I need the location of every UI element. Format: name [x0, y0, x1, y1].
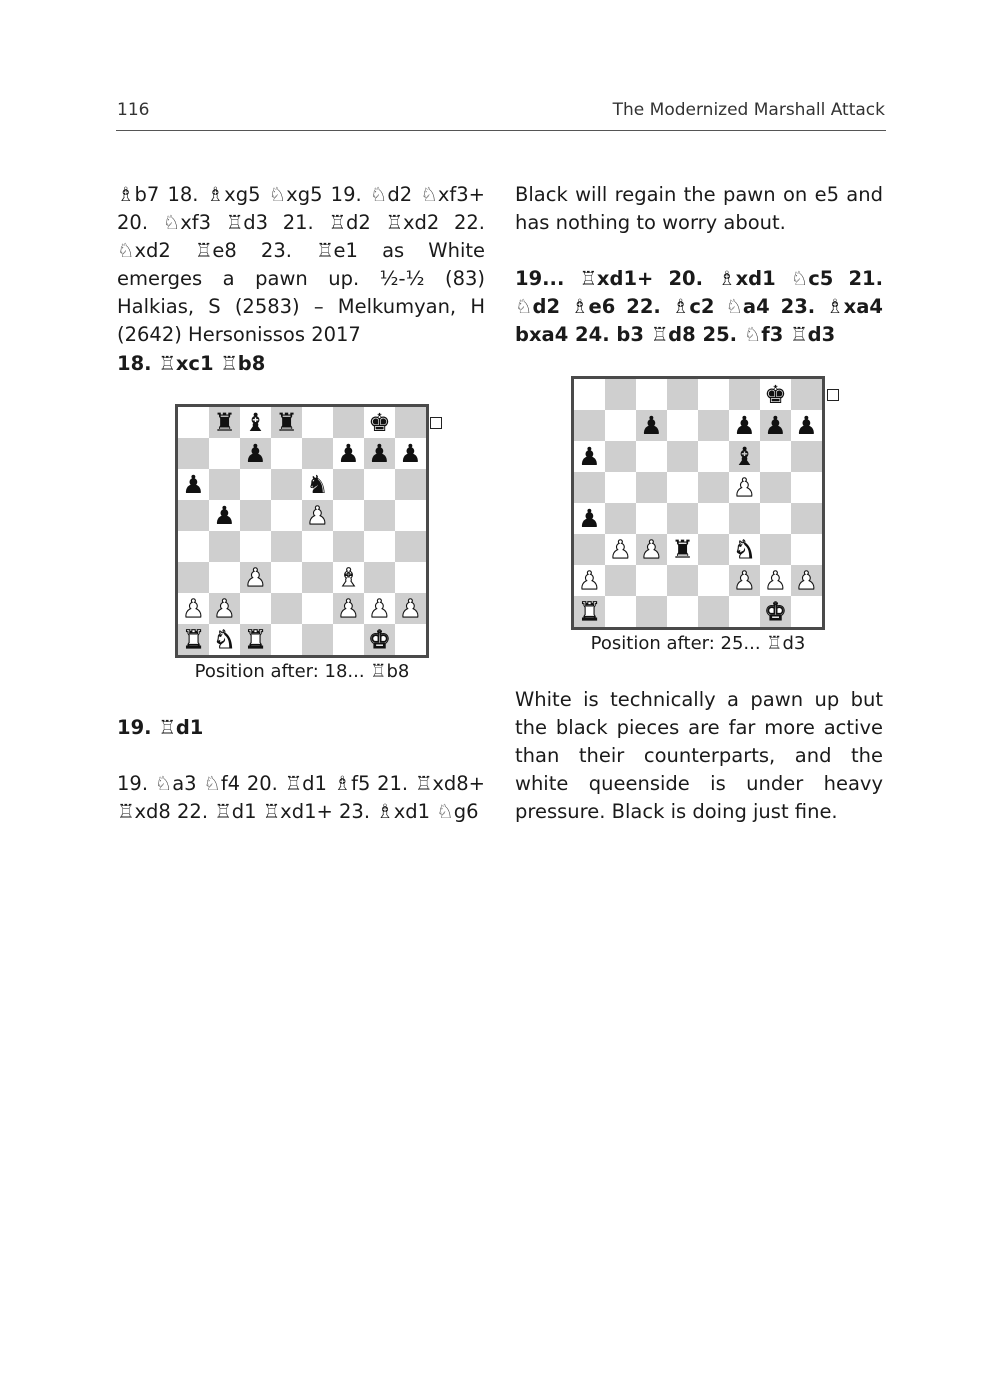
board-square — [395, 469, 426, 500]
board-square — [302, 562, 333, 593]
board-square — [178, 469, 209, 500]
board-square — [729, 534, 760, 565]
board-square — [605, 534, 636, 565]
board-square — [364, 531, 395, 562]
board-square — [605, 565, 636, 596]
board-square — [605, 379, 636, 410]
board-square — [178, 593, 209, 624]
board-square — [760, 503, 791, 534]
board-square — [574, 596, 605, 627]
board-square — [791, 441, 822, 472]
board-square — [667, 410, 698, 441]
running-title: The Modernized Marshall Attack — [612, 100, 885, 120]
board-square — [333, 531, 364, 562]
left-move-2 — [117, 714, 485, 742]
board-square — [178, 407, 209, 438]
board-square — [240, 438, 271, 469]
board-square — [209, 438, 240, 469]
board-square — [302, 469, 333, 500]
chess-diagram-1 — [175, 404, 429, 658]
board-square — [698, 410, 729, 441]
left-paragraph-1 — [117, 181, 485, 349]
board-square — [302, 531, 333, 562]
board-square — [240, 593, 271, 624]
black-pawn-icon: ♟ — [337, 439, 360, 468]
board-square — [240, 562, 271, 593]
board-square — [333, 593, 364, 624]
board-square — [574, 534, 605, 565]
white-pawn-icon: ♟ — [733, 566, 756, 595]
board-square — [302, 438, 333, 469]
board-square — [574, 410, 605, 441]
board-square — [333, 438, 364, 469]
board-square — [240, 624, 271, 655]
black-pawn-icon: ♟ — [578, 442, 601, 471]
white-pawn-icon: ♟ — [337, 594, 360, 623]
board-square — [636, 503, 667, 534]
board-square — [760, 534, 791, 565]
board-square — [333, 500, 364, 531]
board-square — [302, 500, 333, 531]
black-pawn-icon: ♟ — [213, 501, 236, 530]
board-square — [760, 596, 791, 627]
board-square — [698, 596, 729, 627]
black-pawn-icon: ♟ — [640, 411, 663, 440]
header-rule — [116, 130, 886, 131]
black-king-icon: ♚ — [764, 380, 787, 409]
board-square — [791, 596, 822, 627]
assessment-text: White is technically a pawn up but the black pieces are far more active than their counterparts, and the white queenside is under heavy pressure. Black is doing just fine. — [515, 688, 883, 823]
board-square — [667, 472, 698, 503]
left-paragraph-2 — [117, 770, 485, 826]
white-pawn-icon: ♟ — [368, 594, 391, 623]
board-square — [698, 441, 729, 472]
right-paragraph-2 — [515, 686, 883, 826]
white-pawn-icon: ♟ — [306, 501, 329, 530]
white-pawn-icon: ♟ — [609, 535, 632, 564]
white-to-move-indicator — [430, 417, 442, 429]
board-square — [364, 593, 395, 624]
right-moves — [515, 265, 883, 349]
board-square — [364, 562, 395, 593]
board-square — [271, 438, 302, 469]
main-move-18: 18. ♖xc1 ♖b8 — [117, 352, 266, 375]
board-square — [698, 503, 729, 534]
board-square — [605, 410, 636, 441]
board-square — [395, 593, 426, 624]
black-rook-icon: ♜ — [275, 408, 298, 437]
board-square — [271, 500, 302, 531]
white-rook-icon: ♜ — [244, 625, 267, 654]
board-square — [605, 441, 636, 472]
board-square — [209, 407, 240, 438]
board-square — [791, 503, 822, 534]
white-pawn-icon: ♟ — [182, 594, 205, 623]
board-square — [667, 596, 698, 627]
black-king-icon: ♚ — [368, 408, 391, 437]
board-square — [209, 531, 240, 562]
board-square — [333, 562, 364, 593]
board-square — [240, 469, 271, 500]
board-square — [395, 531, 426, 562]
board-square — [574, 472, 605, 503]
white-rook-icon: ♜ — [182, 625, 205, 654]
left-move-1 — [117, 350, 485, 378]
white-knight-icon: ♞ — [733, 535, 756, 564]
white-rook-icon: ♜ — [578, 597, 601, 626]
board-square — [240, 407, 271, 438]
board-square — [574, 379, 605, 410]
board-square — [667, 565, 698, 596]
board-square — [636, 410, 667, 441]
board-square — [636, 596, 667, 627]
game-notes: ♗b7 18. ♗xg5 ♘xg5 19. ♘d2 ♘xf3+ 20. ♘xf3 ♖d3 21. ♖d2 ♖xd2 22. ♘xd2 ♖e8 23. ♖e1 as White emerges a pawn up. ½-½ (83) Halkias, S (2583) – Melkumyan, H (2642) Hersonissos 2017 — [117, 183, 485, 346]
board-square — [271, 593, 302, 624]
black-pawn-icon: ♟ — [795, 411, 818, 440]
main-move-19: 19. ♖d1 — [117, 716, 204, 739]
board-square — [240, 531, 271, 562]
board-square — [364, 624, 395, 655]
board-square — [729, 503, 760, 534]
board-square — [760, 379, 791, 410]
board-square — [364, 500, 395, 531]
board-square — [209, 469, 240, 500]
diagram-caption-1: Position after: 18... ♖b8 — [194, 661, 410, 682]
black-pawn-icon: ♟ — [733, 411, 756, 440]
white-pawn-icon: ♟ — [244, 563, 267, 592]
black-bishop-icon: ♝ — [733, 442, 756, 471]
board-square — [364, 469, 395, 500]
board-square — [698, 472, 729, 503]
black-rook-icon: ♜ — [213, 408, 236, 437]
board-square — [209, 593, 240, 624]
board-square — [667, 441, 698, 472]
board-square — [333, 624, 364, 655]
white-to-move-indicator — [827, 389, 839, 401]
board-square — [605, 596, 636, 627]
white-king-icon: ♚ — [764, 597, 787, 626]
black-pawn-icon: ♟ — [578, 504, 601, 533]
board-square — [209, 500, 240, 531]
board-square — [791, 534, 822, 565]
board-square — [395, 438, 426, 469]
board-square — [698, 379, 729, 410]
white-pawn-icon: ♟ — [733, 473, 756, 502]
comment-text: Black will regain the pawn on e5 and has nothing to worry about. — [515, 183, 883, 234]
white-pawn-icon: ♟ — [764, 566, 787, 595]
black-pawn-icon: ♟ — [244, 439, 267, 468]
board-square — [605, 472, 636, 503]
board-square — [729, 596, 760, 627]
board-square — [395, 624, 426, 655]
board-square — [395, 562, 426, 593]
board-square — [636, 379, 667, 410]
board-square — [271, 562, 302, 593]
board-square — [636, 472, 667, 503]
black-pawn-icon: ♟ — [764, 411, 787, 440]
board-square — [574, 565, 605, 596]
board-square — [698, 565, 729, 596]
board-square — [302, 593, 333, 624]
board-square — [178, 562, 209, 593]
board-square — [729, 379, 760, 410]
board-square — [574, 441, 605, 472]
board-square — [364, 438, 395, 469]
board-square — [636, 441, 667, 472]
white-bishop-icon: ♝ — [337, 563, 360, 592]
board-square — [791, 379, 822, 410]
board-square — [209, 562, 240, 593]
main-line-moves: 19... ♖xd1+ 20. ♗xd1 ♘c5 21. ♘d2 ♗e6 22. ♗c2 ♘a4 23. ♗xa4 bxa4 24. b3 ♖d8 25. ♘f3 ♖d3 — [515, 267, 883, 346]
page-header — [117, 100, 885, 124]
board-square — [729, 441, 760, 472]
board-square — [667, 534, 698, 565]
board-square — [636, 534, 667, 565]
board-square — [364, 407, 395, 438]
white-pawn-icon: ♟ — [578, 566, 601, 595]
board-square — [667, 503, 698, 534]
black-pawn-icon: ♟ — [182, 470, 205, 499]
white-pawn-icon: ♟ — [213, 594, 236, 623]
black-knight-icon: ♞ — [306, 470, 329, 499]
board-square — [271, 407, 302, 438]
white-knight-icon: ♞ — [213, 625, 236, 654]
black-bishop-icon: ♝ — [244, 408, 267, 437]
black-pawn-icon: ♟ — [399, 439, 422, 468]
board-square — [667, 379, 698, 410]
board-square — [729, 410, 760, 441]
board-square — [240, 500, 271, 531]
board-square — [395, 407, 426, 438]
board-square — [791, 410, 822, 441]
board-square — [271, 469, 302, 500]
board-square — [302, 624, 333, 655]
board-square — [760, 472, 791, 503]
board-square — [605, 503, 636, 534]
board-square — [271, 531, 302, 562]
variation-notes: 19. ♘a3 ♘f4 20. ♖d1 ♗f5 21. ♖xd8+ ♖xd8 22. ♖d1 ♖xd1+ 23. ♗xd1 ♘g6 — [117, 772, 485, 823]
board-square — [271, 624, 302, 655]
board-square — [395, 500, 426, 531]
board-square — [178, 438, 209, 469]
page-number: 116 — [117, 100, 150, 120]
chess-diagram-2 — [571, 376, 825, 630]
diagram-caption-2: Position after: 25... ♖d3 — [590, 633, 806, 654]
board-square — [636, 565, 667, 596]
board-square — [791, 565, 822, 596]
board-square — [760, 565, 791, 596]
board-square — [333, 407, 364, 438]
white-pawn-icon: ♟ — [795, 566, 818, 595]
white-pawn-icon: ♟ — [640, 535, 663, 564]
board-square — [178, 624, 209, 655]
white-pawn-icon: ♟ — [399, 594, 422, 623]
black-pawn-icon: ♟ — [368, 439, 391, 468]
right-paragraph-1 — [515, 181, 883, 237]
board-square — [178, 531, 209, 562]
board-square — [209, 624, 240, 655]
board-square — [698, 534, 729, 565]
board-square — [333, 469, 364, 500]
board-square — [760, 441, 791, 472]
board-square — [791, 472, 822, 503]
board-square — [178, 500, 209, 531]
white-king-icon: ♚ — [368, 625, 391, 654]
board-square — [302, 407, 333, 438]
board-square — [729, 472, 760, 503]
black-rook-icon: ♜ — [671, 535, 694, 564]
board-square — [729, 565, 760, 596]
board-square — [574, 503, 605, 534]
board-square — [760, 410, 791, 441]
